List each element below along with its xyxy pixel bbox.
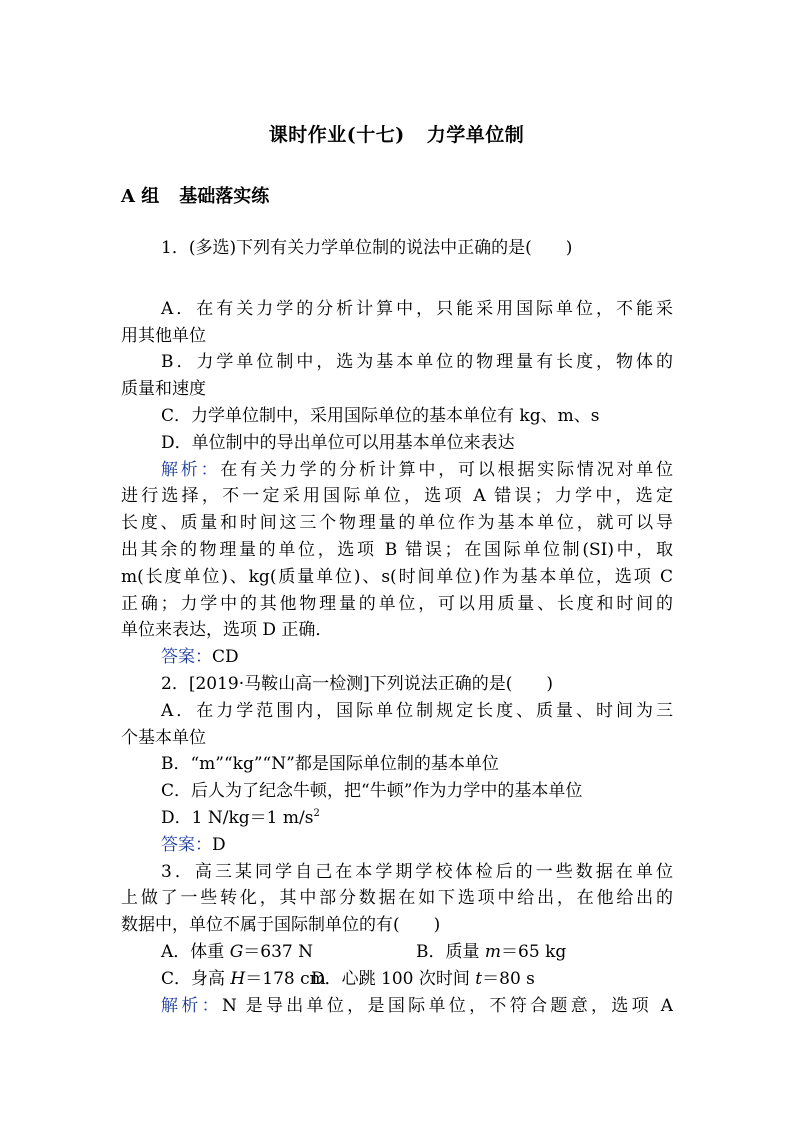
section-heading	[121, 182, 269, 208]
q2-stem: 2．[2019·马鞍山高一检测]下列说法正确的是( )	[161, 673, 554, 694]
q1-option-d: D．单位制中的导出单位可以用基本单位来表达	[161, 432, 515, 453]
q3-option-b: B．质量 m＝65 kg	[416, 941, 567, 962]
analysis-label: 解析：	[161, 459, 221, 480]
q3-stem-line3: 数据中，单位不属于国际制单位的有( )	[121, 915, 441, 936]
q2-option-d-text: D．1 N/kg＝1 m/s	[161, 807, 314, 828]
q2-option-d	[121, 805, 673, 832]
q2-option-c: C．后人为了纪念牛顿，把“牛顿”作为力学中的基本单位	[161, 781, 583, 802]
q3-option-a: A．体重 G＝637 N	[161, 941, 314, 962]
q3-options-cd	[121, 966, 673, 993]
q1-stem: 1．(多选)下列有关力学单位制的说法中正确的是( )	[161, 238, 573, 258]
answer-value: CD	[212, 647, 239, 668]
q1-analysis-line3: 长度、质量和时间这三个物理量的单位作为基本单位，就可以导	[121, 513, 673, 534]
q1-option-b-line2: 质量和速度	[121, 379, 206, 400]
analysis-text: N 是导出单位，是国际单位，不符合题意，选项 A	[221, 995, 673, 1016]
section-name: 基础落实练	[179, 186, 270, 207]
q1-answer	[121, 644, 673, 671]
q1-option-b-line1: B．力学单位制中，选为基本单位的物理量有长度，物体的	[161, 352, 673, 373]
title-sub: 力学单位制	[426, 124, 525, 146]
q3-option-c: C．身高 H＝178 cm	[161, 968, 326, 989]
q1-analysis-line6: 正确；力学中的其他物理量的单位，可以用质量、长度和时间的	[121, 593, 673, 614]
q1-analysis-line7: 单位来表达，选项 D 正确．	[121, 620, 333, 641]
answer-label: 答案：	[161, 834, 212, 855]
document-body	[121, 235, 673, 1019]
q3-analysis-line1	[121, 993, 673, 1020]
q3-options-ab	[121, 939, 673, 966]
q1-analysis-line4: 出其余的物理量的单位，选项 B 错误；在国际单位制(SI)中，取	[121, 539, 673, 560]
answer-value: D	[212, 834, 226, 855]
q2-option-a-line1: A．在力学范围内，国际单位制规定长度、质量、时间为三	[161, 700, 673, 721]
q3-stem-line2: 上做了一些转化，其中部分数据在如下选项中给出，在他给出的	[121, 888, 673, 909]
q1-option-a-line1: A．在有关力学的分析计算中，只能采用国际单位，不能采	[161, 298, 673, 319]
answer-label: 答案：	[161, 647, 212, 668]
q2-option-a-line2: 个基本单位	[121, 727, 206, 748]
q1-option-c: C．力学单位制中，采用国际单位的基本单位有 kg、m、s	[161, 405, 600, 426]
q1-analysis-line1	[121, 457, 673, 484]
q1-analysis-line5: m(长度单位)、kg(质量单位)、s(时间单位)作为基本单位，选项 C	[121, 566, 673, 587]
page-title	[0, 120, 793, 147]
q2-answer	[121, 832, 673, 859]
q3-stem-line1: 3．高三某同学自己在本学期学校体检后的一些数据在单位	[161, 861, 673, 882]
q1-analysis-line2: 进行选择，不一定采用国际单位，选项 A 错误；力学中，选定	[121, 486, 673, 507]
q2-option-d-exponent: 2	[313, 807, 320, 819]
title-main: 课时作业(十七)	[268, 124, 405, 146]
analysis-text: 在有关力学的分析计算中，可以根据实际情况对单位	[220, 459, 673, 480]
q1-option-a-line2: 用其他单位	[121, 325, 206, 346]
q3-option-d: D．心跳 100 次时间 t＝80 s	[311, 968, 535, 989]
section-label: A 组	[121, 186, 160, 207]
q2-option-b: B．“m”“kg”“N”都是国际单位制的基本单位	[161, 754, 499, 775]
analysis-label: 解析：	[161, 995, 222, 1016]
